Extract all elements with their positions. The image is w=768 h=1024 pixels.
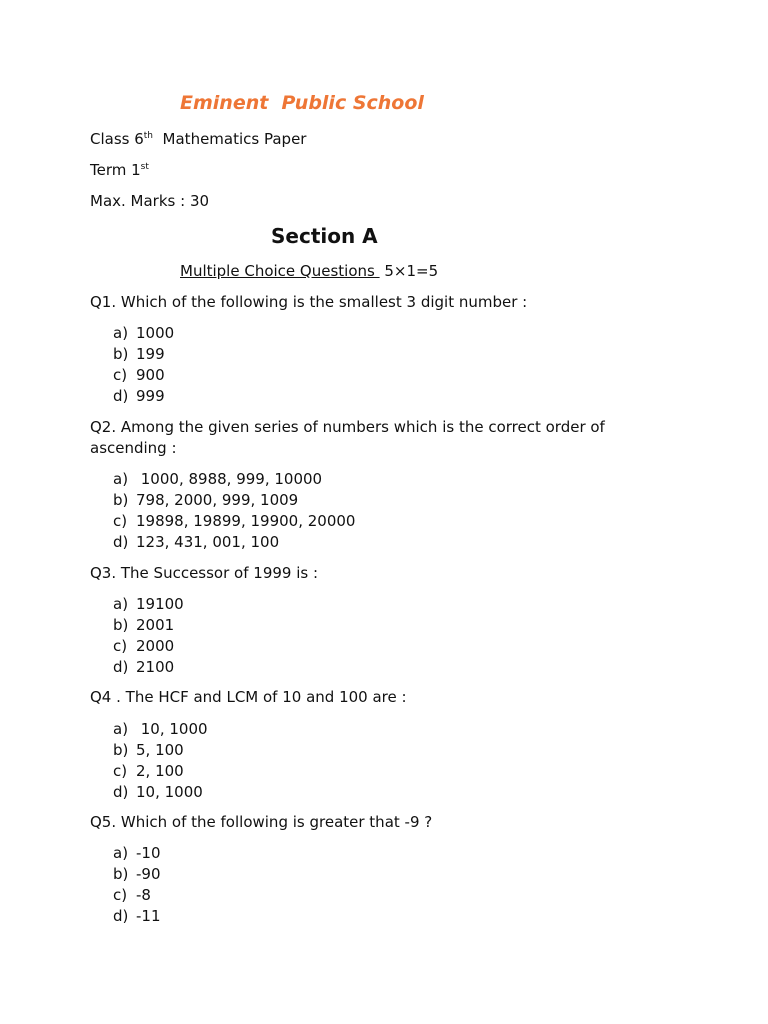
option-item	[113, 636, 184, 657]
option-item	[113, 740, 208, 761]
option-letter: c)	[113, 637, 128, 655]
option-text: -8	[136, 886, 151, 904]
option-text: 10, 1000	[136, 783, 203, 801]
max-marks: Max. Marks : 30	[90, 192, 210, 210]
option-text: 199	[136, 345, 165, 363]
class-prefix: Class 6	[90, 130, 144, 148]
option-text: 2000	[136, 637, 175, 655]
mcq-label: Multiple Choice Questions	[180, 262, 380, 280]
option-letter: d)	[113, 783, 129, 801]
option-text: -90	[136, 865, 161, 883]
option-letter: c)	[113, 512, 128, 530]
option-text: 19898, 19899, 19900, 20000	[136, 512, 356, 530]
options-list	[113, 594, 184, 678]
option-letter: a)	[113, 595, 129, 613]
question-text: Q5. Which of the following is greater that -9 ?	[90, 813, 433, 831]
option-text: 2100	[136, 658, 175, 676]
term-prefix: Term 1	[90, 161, 141, 179]
subject-label: Mathematics Paper	[153, 130, 307, 148]
option-item	[113, 885, 161, 906]
question-text: Q2. Among the given series of numbers which is the correct order of ascending :	[90, 418, 605, 457]
option-text: 2001	[136, 616, 175, 634]
option-text: -11	[136, 907, 161, 925]
term-line	[90, 161, 149, 179]
option-text: 798, 2000, 999, 1009	[136, 491, 299, 509]
option-letter: b)	[113, 491, 129, 509]
class-line	[90, 130, 306, 148]
option-letter: b)	[113, 865, 129, 883]
option-item	[113, 906, 161, 927]
option-letter: a)	[113, 470, 129, 488]
option-letter: b)	[113, 345, 129, 363]
question-text: Q3. The Successor of 1999 is :	[90, 564, 319, 582]
options-list	[113, 719, 208, 803]
option-text: -10	[136, 844, 161, 862]
option-item	[113, 657, 184, 678]
mcq-heading	[180, 262, 438, 280]
option-letter: c)	[113, 886, 128, 904]
option-item	[113, 344, 174, 365]
option-letter: a)	[113, 720, 129, 738]
option-item	[113, 532, 355, 553]
class-superscript: th	[143, 131, 154, 141]
option-text: 900	[136, 366, 165, 384]
option-item	[113, 469, 355, 490]
option-letter: d)	[113, 907, 129, 925]
option-item	[113, 323, 174, 344]
option-letter: b)	[113, 741, 129, 759]
option-item	[113, 490, 355, 511]
option-text: 1000	[136, 324, 175, 342]
option-item	[113, 761, 208, 782]
school-name: Eminent Public School	[180, 92, 424, 114]
option-letter: c)	[113, 366, 128, 384]
option-item	[113, 782, 208, 803]
option-letter: a)	[113, 324, 129, 342]
option-text: 999	[136, 387, 165, 405]
option-letter: d)	[113, 387, 129, 405]
option-text: 123, 431, 001, 100	[136, 533, 280, 551]
term-superscript: st	[140, 162, 149, 172]
option-item	[113, 511, 355, 532]
question-text: Q1. Which of the following is the smallest 3 digit number :	[90, 293, 528, 311]
option-item	[113, 843, 161, 864]
option-text: 19100	[136, 595, 184, 613]
option-text: 2, 100	[136, 762, 184, 780]
option-item	[113, 864, 161, 885]
option-letter: b)	[113, 616, 129, 634]
question-text: Q4 . The HCF and LCM of 10 and 100 are :	[90, 688, 407, 706]
option-item	[113, 365, 174, 386]
option-text: 5, 100	[136, 741, 184, 759]
option-letter: a)	[113, 844, 129, 862]
options-list	[113, 469, 355, 553]
option-text: 1000, 8988, 999, 10000	[136, 470, 323, 488]
option-text: 10, 1000	[136, 720, 208, 738]
option-item	[113, 594, 184, 615]
option-item	[113, 615, 184, 636]
option-item	[113, 719, 208, 740]
section-title: Section A	[271, 224, 378, 248]
option-letter: d)	[113, 533, 129, 551]
option-letter: d)	[113, 658, 129, 676]
option-letter: c)	[113, 762, 128, 780]
option-item	[113, 386, 174, 407]
options-list	[113, 843, 161, 927]
options-list	[113, 323, 174, 407]
mcq-marks: 5×1=5	[379, 262, 439, 280]
